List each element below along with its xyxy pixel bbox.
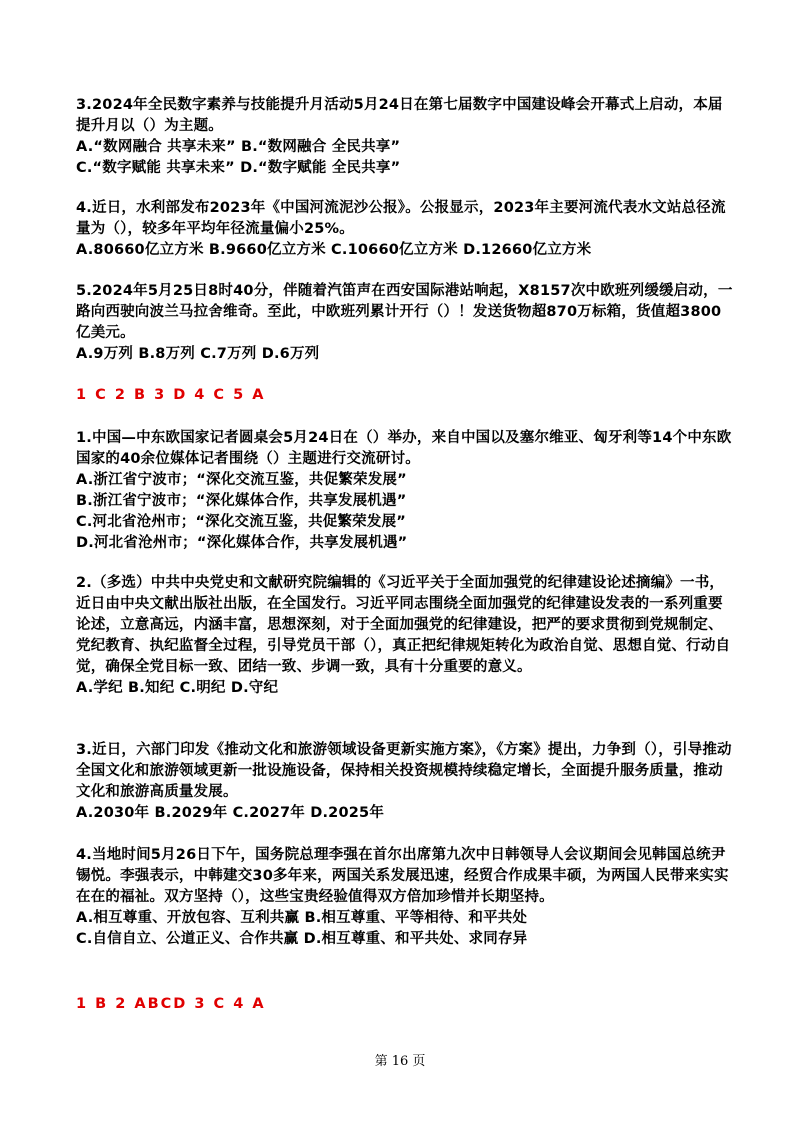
question-options: A.浙江省宁波市；“深化交流互鉴，共促繁荣发展” [76,472,407,488]
question-options: A.相互尊重、开放包容、互利共赢 B.相互尊重、平等相待、和平共处 [76,910,528,926]
question-block2-q1 [76,428,736,554]
question-block2-q3 [76,740,736,824]
question-block1-q4 [76,198,736,261]
question-options: D.河北省沧州市；“深化媒体合作，共享发展机遇” [76,535,408,551]
question-options: C.自信自立、公道正义、合作共赢 D.相互尊重、和平共处、求同存异 [76,931,528,947]
question-options: C.“数字赋能 共享未来” D.“数字赋能 全民共享” [76,160,401,176]
question-text: 2.（多选）中共中央党史和文献研究院编辑的《习近平关于全面加强党的纪律建设论述摘编》一书，近日由中央文献出版社出版，在全国发行。习近平同志围绕全面加强党的纪律建设发表的一系列重要论述，立意高远，内涵丰富，思想深刻，对于全面加强党的纪律建设，把严的要求贯彻到党规制定、党纪教育、执纪监督全过程，引导党员干部（），真正把纪律规矩转化为政治自觉、思想自觉、行动自觉，确保全党目标一致、团结一致、步调一致，具有十分重要的意义。 [76,575,731,675]
question-block1-q5 [76,281,736,365]
question-options: A.“数网融合 共享未来” B.“数网融合 全民共享” [76,139,401,155]
question-options: A.9万列 B.8万列 C.7万列 D.6万列 [76,346,320,362]
question-options: A.2030年 B.2029年 C.2027年 D.2025年 [76,805,385,821]
question-options: A.80660亿立方米 B.9660亿立方米 C.10660亿立方米 D.12660亿立方米 [76,242,592,258]
question-text: 3.近日，六部门印发《推动文化和旅游领域设备更新实施方案》，《方案》提出，力争到（），引导推动全国文化和旅游领域更新一批设施设备，保持相关投资规模持续稳定增长，全面提升服务质量，推动文化和旅游高质量发展。 [76,742,732,800]
question-text: 4.当地时间5月26日下午，国务院总理李强在首尔出席第九次中日韩领导人会议期间会见韩国总统尹锡悦。李强表示，中韩建交30多年来，两国关系发展迅速，经贸合作成果丰硕，为两国人民带来实实在在的福祉。双方坚持（），这些宝贵经验值得双方倍加珍惜并长期坚持。 [76,847,729,905]
question-block1-q3 [76,95,736,179]
question-text: 4.近日，水利部发布2023年《中国河流泥沙公报》。公报显示，2023年主要河流代表水文站总径流量为（），较多年平均年径流量偏小25%。 [76,200,726,237]
answer-key-block2: 1 B 2 ABCD 3 C 4 A [76,996,266,1012]
answer-key-block1: 1 C 2 B 3 D 4 C 5 A [76,387,266,403]
question-block2-q2 [76,573,736,699]
page-number: 第 16 页 [374,1054,426,1069]
question-text: 1.中国—中东欧国家记者圆桌会5月24日在（）举办，来自中国以及塞尔维亚、匈牙利等14个中东欧国家的40余位媒体记者围绕（）主题进行交流研讨。 [76,430,732,467]
question-options: A.学纪 B.知纪 C.明纪 D.守纪 [76,680,279,696]
question-options: B.浙江省宁波市；“深化媒体合作，共享发展机遇” [76,493,407,509]
question-text: 5.2024年5月25日8时40分，伴随着汽笛声在西安国际港站响起，X8157次中欧班列缓缓启动，一路向西驶向波兰马拉舍维奇。至此，中欧班列累计开行（）！发送货物超870万标箱，货值超3800亿美元。 [76,283,733,341]
question-options: C.河北省沧州市；“深化交流互鉴，共促繁荣发展” [76,514,407,530]
question-block2-q4 [76,845,736,950]
question-text: 3.2024年全民数字素养与技能提升月活动5月24日在第七届数字中国建设峰会开幕式上启动，本届提升月以（）为主题。 [76,97,723,134]
